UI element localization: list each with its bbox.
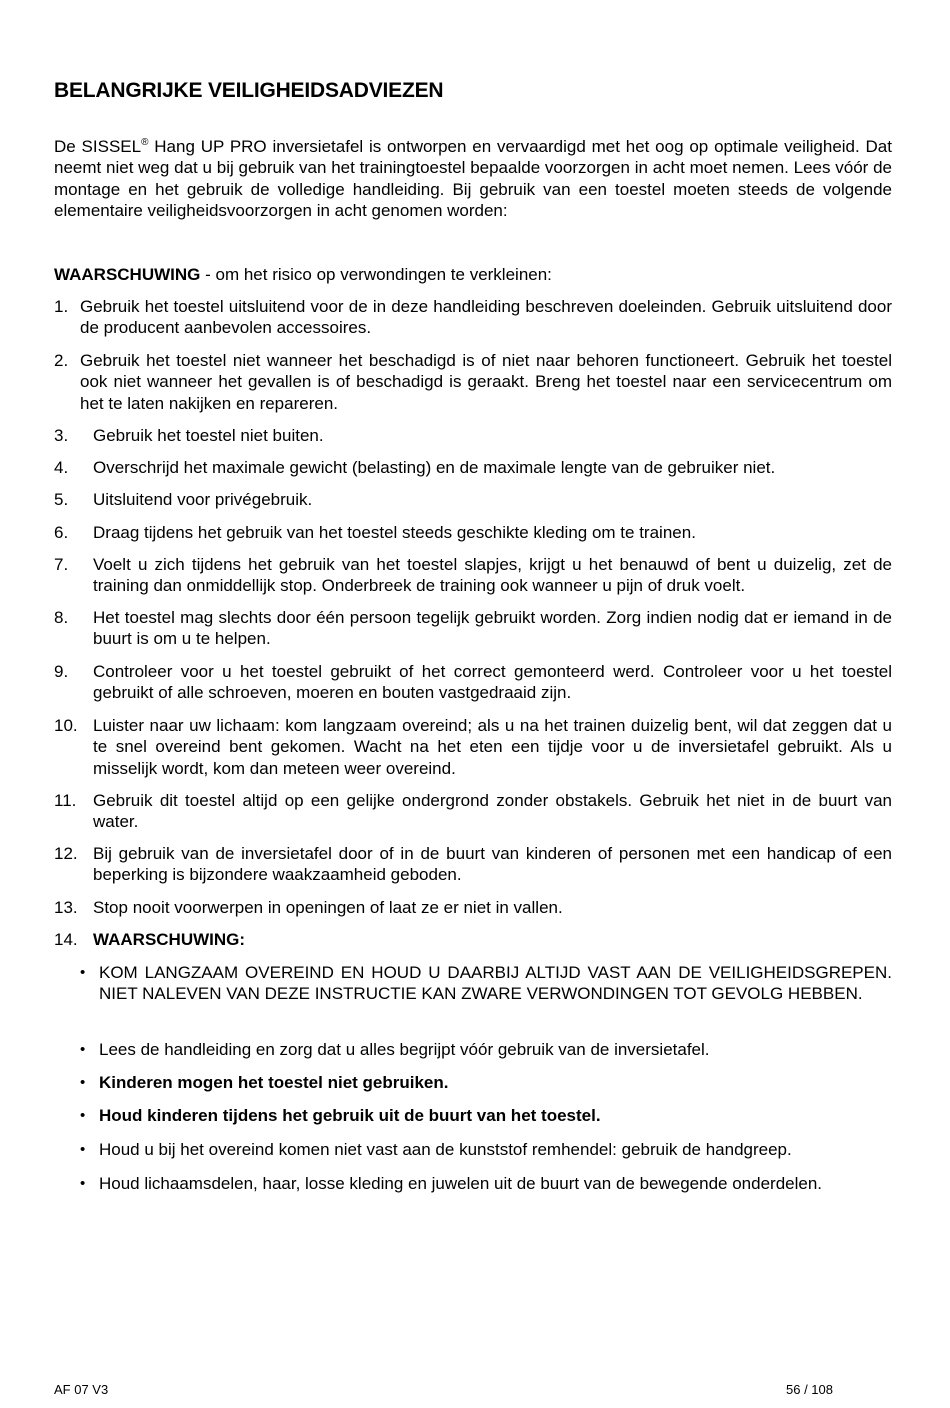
item-text: Gebruik het toestel niet buiten. — [93, 426, 324, 445]
bullet-item — [80, 962, 892, 1005]
bullet-item — [80, 1139, 892, 1160]
item-text: WAARSCHUWING: — [93, 930, 246, 949]
list-item — [54, 929, 892, 950]
intro-brand: De SISSEL — [54, 137, 142, 156]
bullet-icon: • — [80, 1041, 86, 1058]
list-item — [54, 897, 892, 918]
list-item — [54, 522, 892, 543]
list-item — [54, 661, 892, 704]
bullet-text: Houd u bij het overeind komen niet vast aan de kunststof remhendel: gebruik de handgreep. — [99, 1140, 792, 1159]
item-number: 11. — [54, 791, 77, 810]
list-item — [54, 457, 892, 478]
intro-paragraph — [54, 136, 892, 222]
item-number: 6. — [54, 523, 69, 542]
item-number: 10. — [54, 716, 78, 735]
list-item — [54, 790, 892, 833]
bullet-text: Houd kinderen tijdens het gebruik uit de buurt van het toestel. — [99, 1106, 601, 1125]
list-item — [54, 843, 892, 886]
bullet-item — [80, 1039, 892, 1060]
item-number: 5. — [54, 490, 69, 509]
item-number: 3. — [54, 426, 69, 445]
bullet-icon: • — [80, 1107, 86, 1124]
item-number: 7. — [54, 555, 69, 574]
registered-mark: ® — [141, 137, 149, 148]
bullet-icon: • — [80, 964, 86, 981]
item-text: Uitsluitend voor privégebruik. — [93, 490, 313, 509]
warning-text: - om het risico op verwondingen te verkleinen: — [200, 265, 552, 284]
bullet-text: Kinderen mogen het toestel niet gebruiken. — [99, 1073, 449, 1092]
bullet-text: Lees de handleiding en zorg dat u alles begrijpt vóór gebruik van de inversietafel. — [99, 1040, 710, 1059]
item-number: 13. — [54, 898, 78, 917]
item-number: 14. — [54, 930, 78, 949]
item-text: Gebruik het toestel niet wanneer het beschadigd is of niet naar behoren functioneert. Gebruik het toestel ook niet wanneer het gevallen is of beschadigd is geraakt. Breng het toestel naar een servicecentrum om het te laten nakijken en repareren. — [80, 351, 892, 413]
item-number: 8. — [54, 608, 69, 627]
list-item — [54, 715, 892, 779]
bullet-item — [80, 1173, 892, 1194]
item-text: Voelt u zich tijdens het gebruik van het toestel slapjes, krijgt u het benauwd of bent u duizelig, zet de training dan onmiddellijk stop. Onderbreek de training ook wanneer u pijn of druk voelt. — [93, 555, 892, 596]
item-text: Luister naar uw lichaam: kom langzaam overeind; als u na het trainen duizelig bent, wil dat zeggen dat u te snel overeind bent gekomen. Wacht na het eten een tijdje voor u de inversietafel gebruikt. Als u misselijk wordt, kom dan meteen weer overeind. — [93, 716, 892, 778]
bullet-icon: • — [80, 1175, 86, 1192]
item-number: 4. — [54, 458, 69, 477]
bullet-text: KOM LANGZAAM OVEREIND EN HOUD U DAARBIJ ALTIJD VAST AAN DE VEILIGHEIDSGREPEN. NIET NALEVEN VAN DEZE INSTRUCTIE KAN ZWARE VERWONDINGEN TOT GEVOLG HEBBEN. — [99, 963, 892, 1004]
bullet-text: Houd lichaamsdelen, haar, losse kleding en juwelen uit de buurt van de bewegende onderdelen. — [99, 1174, 823, 1193]
page-title: BELANGRIJKE VEILIGHEIDSADVIEZEN — [54, 79, 444, 102]
item-number: 9. — [54, 662, 69, 681]
list-item — [54, 350, 892, 414]
list-item — [54, 425, 892, 446]
bullet-icon: • — [80, 1074, 86, 1091]
item-text: Overschrijd het maximale gewicht (belasting) en de maximale lengte van de gebruiker niet. — [93, 458, 776, 477]
item-number: 12. — [54, 844, 78, 863]
bullet-icon: • — [80, 1141, 86, 1158]
item-number: 1. — [54, 297, 69, 316]
bullet-item — [80, 1105, 892, 1126]
list-item — [54, 554, 892, 597]
item-text: Het toestel mag slechts door één persoon tegelijk gebruikt worden. Zorg indien nodig dat er iemand in de buurt is om u te helpen. — [93, 608, 892, 649]
item-number: 2. — [54, 351, 69, 370]
item-text: Gebruik dit toestel altijd op een gelijke ondergrond zonder obstakels. Gebruik het niet in de buurt van water. — [93, 791, 892, 832]
warning-intro — [54, 264, 892, 285]
list-item — [54, 296, 892, 339]
item-text: Gebruik het toestel uitsluitend voor de in deze handleiding beschreven doeleinden. Gebruik uitsluitend door de producent aanbevolen accessoires. — [80, 297, 892, 338]
intro-text: Hang UP PRO inversietafel is ontworpen en vervaardigd met het oog op optimale veiligheid. Dat neemt niet weg dat u bij gebruik van het trainingtoestel bepaalde voorzorgen in acht moet nemen. Lees vóór de montage en het gebruik de volledige handleiding. Bij gebruik van een toestel moeten steeds de volgende elementaire veiligheidsvoorzorgen in acht genomen worden: — [54, 137, 892, 221]
footer-document-code: AF 07 V3 — [54, 1382, 109, 1397]
list-item — [54, 489, 892, 510]
item-text: Stop nooit voorwerpen in openingen of laat ze er niet in vallen. — [93, 898, 563, 917]
warning-label: WAARSCHUWING — [54, 265, 201, 284]
bullet-item — [80, 1072, 892, 1093]
item-text: Bij gebruik van de inversietafel door of in de buurt van kinderen of personen met een handicap of een beperking is bijzondere waakzaamheid geboden. — [93, 844, 892, 885]
footer-page-number: 56 / 108 — [786, 1382, 833, 1397]
item-text: Draag tijdens het gebruik van het toestel steeds geschikte kleding om te trainen. — [93, 523, 696, 542]
list-item — [54, 607, 892, 650]
item-text: Controleer voor u het toestel gebruikt of het correct gemonteerd werd. Controleer voor u het toestel gebruikt of alle schroeven, moeren en bouten vastgedraaid zijn. — [93, 662, 892, 703]
